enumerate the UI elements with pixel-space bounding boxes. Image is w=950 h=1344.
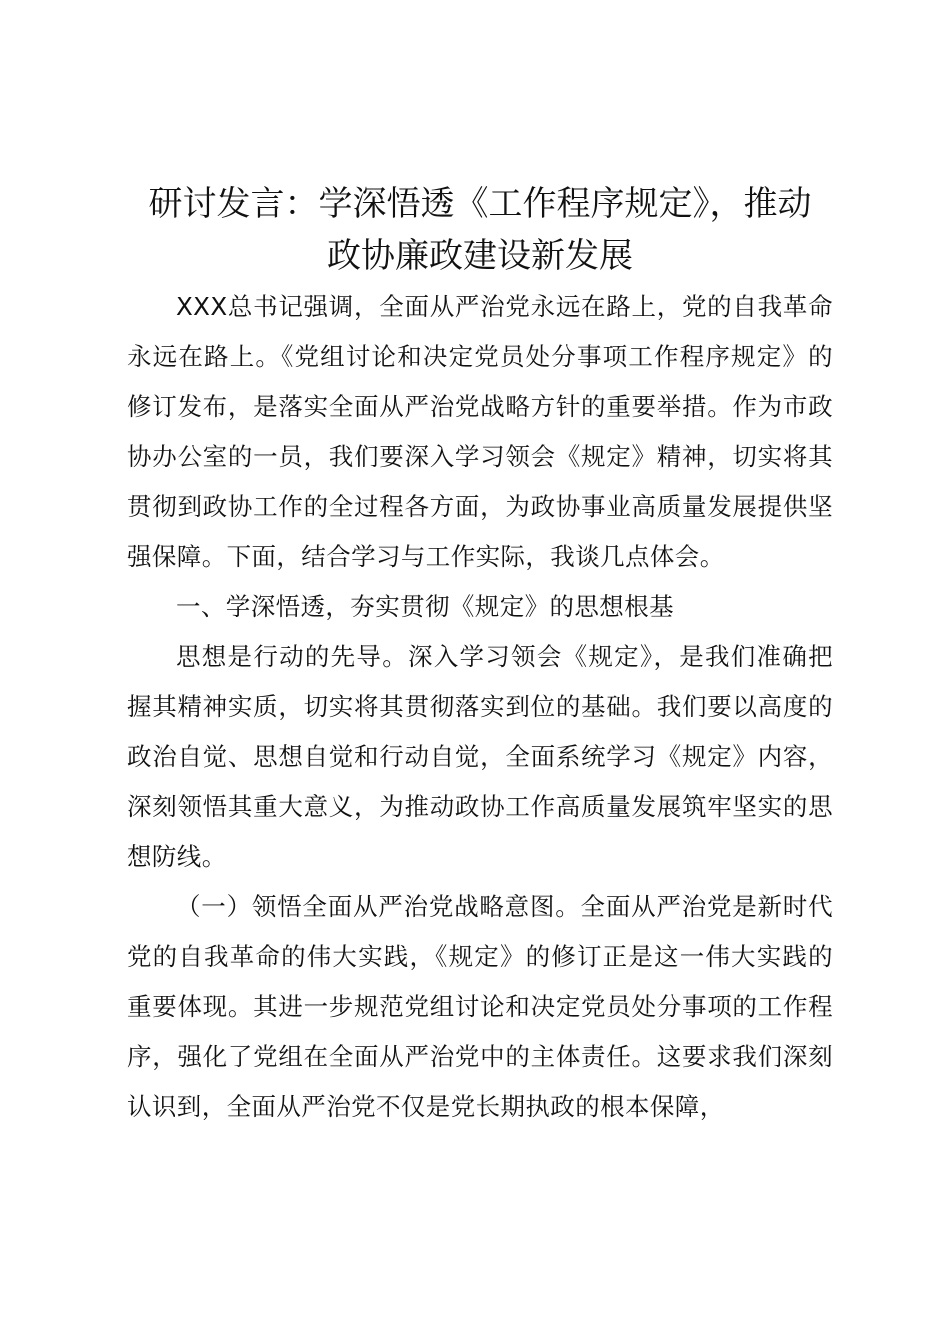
subsection-1-paragraph: （一）领悟全面从严治党战略意图。全面从严治党是新时代党的自我革命的伟大实践，《规定》的修订正是这一伟大实践的重要体现。其进一步规范党组讨论和决定党员处分事项的工作程序，强化了党组在全面从严治党中的主体责任。这要求我们深刻认识到，全面从严治党不仅是党长期执政的根本保障， [127, 892, 833, 1121]
document-body [127, 178, 833, 1132]
document-title [127, 178, 833, 282]
title-line-1: 研讨发言：学深悟透《工作程序规定》，推动 [148, 184, 812, 224]
title-line-2: 政协廉政建设新发展 [327, 236, 633, 276]
intro-paragraph: XXX总书记强调，全面从严治党永远在路上，党的自我革命永远在路上。《党组讨论和决定党员处分事项工作程序规定》的修订发布，是落实全面从严治党战略方针的重要举措。作为市政协办公室的一员，我们要深入学习领会《规定》精神，切实将其贯彻到政协工作的全过程各方面，为政协事业高质量发展提供坚强保障。下面，结合学习与工作实际，我谈几点体会。 [127, 292, 833, 571]
section-1-paragraph: 思想是行动的先导。深入学习领会《规定》，是我们准确把握其精神实质，切实将其贯彻落实到位的基础。我们要以高度的政治自觉、思想自觉和行动自觉，全面系统学习《规定》内容，深刻领悟其重大意义，为推动政协工作高质量发展筑牢坚实的思想防线。 [127, 642, 833, 871]
section-heading-1: 一、学深悟透，夯实贯彻《规定》的思想根基 [176, 592, 674, 621]
